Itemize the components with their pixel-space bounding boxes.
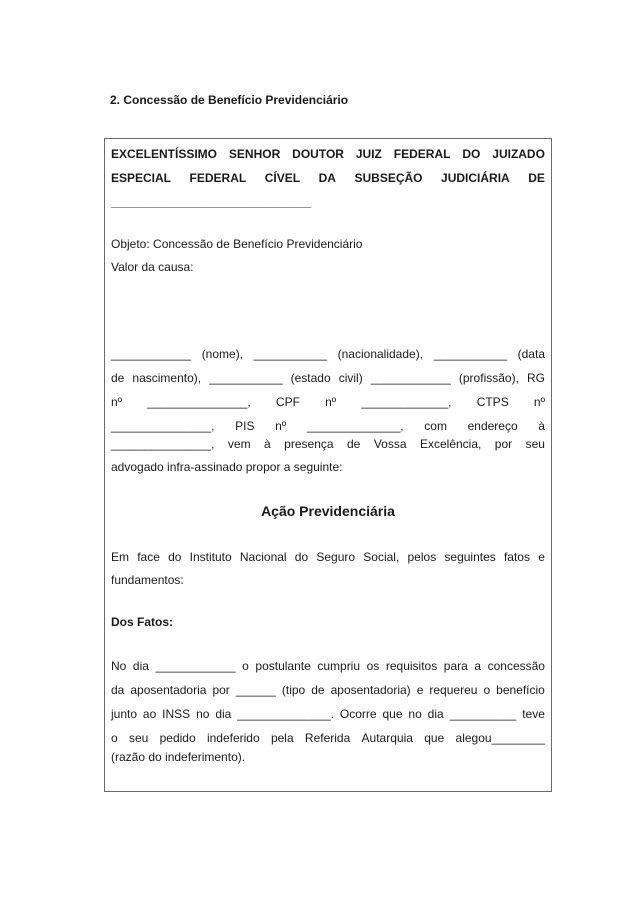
section-title: 2. Concessão de Benefício Previdenciário (110, 93, 349, 107)
word: (estado (290, 371, 331, 385)
word: o (242, 659, 249, 673)
word: DA (318, 171, 336, 185)
word: SENHOR (228, 147, 281, 161)
word: postulante (255, 659, 311, 673)
word: por (494, 437, 513, 451)
word: aposentadoria (130, 683, 207, 697)
word: Em (111, 550, 129, 564)
qualificacao-line-6: advogado infra-assinado propor a seguinte: (111, 460, 343, 474)
word: dia (132, 659, 149, 673)
word: requisitos (385, 659, 438, 673)
word: à (264, 437, 271, 451)
word: a (474, 659, 482, 673)
word: cumpriu (317, 659, 361, 673)
fatos-line-2 (111, 683, 545, 697)
word: por (212, 683, 230, 697)
objeto-line: Objeto: Concessão de Benefício Previdenciário (111, 237, 363, 251)
word: pelos (407, 550, 437, 564)
word: nº (533, 395, 545, 409)
word: (nacionalidade), (337, 347, 424, 361)
addressee-line-1 (111, 147, 545, 161)
word: nº (111, 395, 123, 409)
word: benefício (496, 683, 545, 697)
qualificacao-line-5 (111, 437, 545, 451)
word: (tipo (281, 683, 306, 697)
word: _______________, (111, 437, 215, 451)
valor-causa-line: Valor da causa: (111, 260, 194, 274)
word: (data (517, 347, 545, 361)
word: EXCELENTÍSSIMO (111, 147, 218, 161)
word: de (347, 437, 361, 451)
word: aposentadoria) (330, 683, 411, 697)
word: dia (427, 707, 444, 721)
word: ____________ (111, 347, 192, 361)
addressee-blank-line: ______________________________ (111, 195, 312, 209)
intro-line-2: fundamentos: (111, 573, 184, 587)
word: com (424, 419, 447, 433)
word: Nacional (239, 550, 287, 564)
word: INSS (162, 707, 191, 721)
word: vem (227, 437, 251, 451)
word: FEDERAL (189, 171, 247, 185)
word: JUIZADO (492, 147, 545, 161)
word: o (483, 683, 491, 697)
word: nascimento), (132, 371, 202, 385)
word: ___________ (253, 347, 328, 361)
word: (profissão), (458, 371, 519, 385)
word: ______________. (237, 707, 335, 721)
word: presença (284, 437, 334, 451)
word: os (366, 659, 380, 673)
word: no (408, 707, 422, 721)
word: ao (142, 707, 157, 721)
word: ______ (235, 683, 276, 697)
word: Social, (363, 550, 400, 564)
word: nº (325, 395, 337, 409)
word: RG (526, 371, 545, 385)
word: concessão (487, 659, 545, 673)
word: do (294, 550, 309, 564)
word: da (111, 683, 125, 697)
word: Excelência, (419, 437, 482, 451)
word: face (137, 550, 160, 564)
document-box (104, 138, 552, 792)
intro-line-1 (111, 550, 545, 564)
word: _______________, (147, 395, 251, 409)
word: DO (462, 147, 481, 161)
word: seu (525, 437, 545, 451)
word: indeferido (206, 731, 260, 745)
word: Referida (304, 731, 351, 745)
fatos-line-1 (111, 659, 545, 673)
word: pela (270, 731, 294, 745)
word: ______________, (306, 419, 404, 433)
word: no (196, 707, 210, 721)
word: CPF (275, 395, 300, 409)
word: endereço (467, 419, 518, 433)
word: que (382, 707, 403, 721)
word: SUBSEÇÃO (354, 171, 423, 185)
word: FEDERAL (393, 147, 451, 161)
word: DOUTOR (292, 147, 344, 161)
word: civil) (338, 371, 363, 385)
word: dia (215, 707, 232, 721)
qualificacao-line-1 (111, 347, 545, 361)
word: que (424, 731, 445, 745)
word: à (538, 419, 545, 433)
word: Instituto (189, 550, 232, 564)
word: de (311, 683, 325, 697)
word: CTPS (476, 395, 509, 409)
word: requereu (429, 683, 478, 697)
fatos-line-3 (111, 707, 545, 721)
word: do (168, 550, 182, 564)
word: ___________ (209, 371, 283, 385)
word: seu (128, 731, 149, 745)
word: o (111, 731, 118, 745)
word: teve (522, 707, 545, 721)
word: _____________, (361, 395, 452, 409)
acao-title: Ação Previdenciária (261, 503, 395, 519)
word: Vossa (373, 437, 407, 451)
qualificacao-line-4 (111, 419, 545, 433)
word: fatos (503, 550, 530, 564)
word: ___________ (433, 347, 508, 361)
fatos-line-5: (razão do indeferimento). (111, 750, 246, 764)
word: Ocorre (339, 707, 377, 721)
addressee-line-2 (111, 171, 545, 185)
word: Seguro (316, 550, 356, 564)
word: junto (111, 707, 138, 721)
word: DE (528, 171, 545, 185)
word: (nome), (201, 347, 244, 361)
word: pedido (159, 731, 196, 745)
word: e (416, 683, 424, 697)
word: ESPECIAL (111, 171, 172, 185)
word: ____________ (155, 659, 236, 673)
word: CÍVEL (264, 171, 301, 185)
word: No (111, 659, 127, 673)
qualificacao-line-2 (111, 371, 545, 385)
word: PIS (235, 419, 255, 433)
word: __________ (449, 707, 517, 721)
word: Autarquia (361, 731, 413, 745)
word: JUDICIÁRIA (441, 171, 510, 185)
word: ____________ (370, 371, 451, 385)
word: para (443, 659, 468, 673)
word: _______________, (111, 419, 215, 433)
fatos-line-4 (111, 731, 545, 745)
word: nº (275, 419, 287, 433)
word: e (538, 550, 545, 564)
word: seguintes (444, 550, 496, 564)
word: JUIZ (355, 147, 382, 161)
qualificacao-line-3 (111, 395, 545, 409)
word: de (111, 371, 125, 385)
word: alegou________ (455, 731, 545, 745)
fatos-title: Dos Fatos: (111, 615, 174, 629)
